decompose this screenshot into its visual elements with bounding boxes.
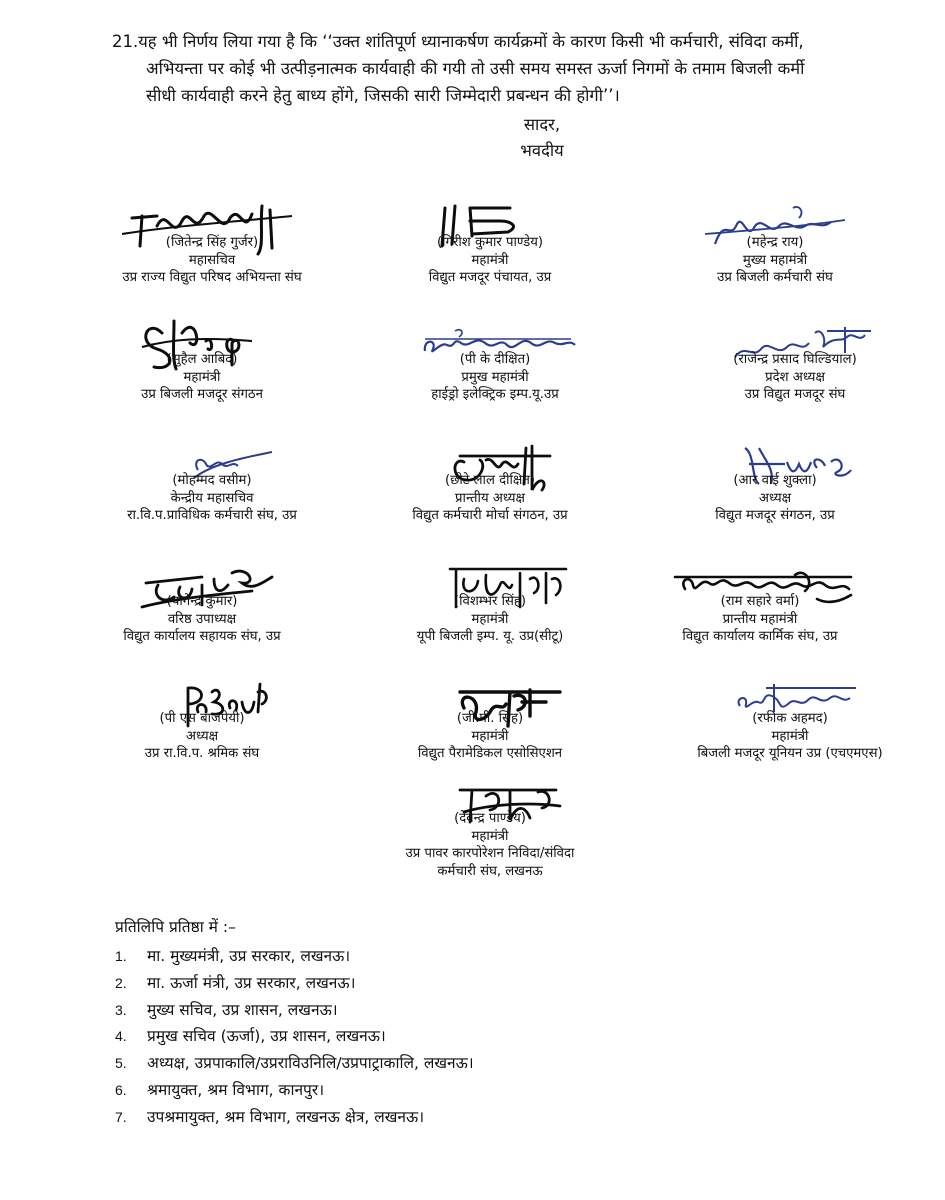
signatory-organisation: विद्युत कार्यालय सहायक संघ, उप्र [123, 629, 281, 644]
list-item-text: उपश्रमायुक्त, श्रम विभाग, लखनऊ क्षेत्र, लखनऊ। [147, 1107, 425, 1126]
paragraph-line-2: अभियन्ता पर कोई भी उत्पीड़नात्मक कार्यवाही की गयी तो उसी समय समस्त ऊर्जा निगमों के तमाम बिजली कर्मी [146, 59, 805, 78]
list-number: 5. [115, 1055, 127, 1072]
signatory-block-7 [62, 434, 362, 525]
signatory-title: महामंत्री [471, 828, 509, 844]
signatory-name: (देवेन्द्र पाण्डेय) [454, 811, 526, 826]
signatory-organisation: विद्युत मजदूर संगठन, उप्र [715, 508, 835, 523]
list-item [115, 1104, 875, 1131]
signatory-organisation-line-2: कर्मचारी संघ, लखनऊ [437, 863, 543, 879]
signatory-title: प्रान्तीय अध्यक्ष [455, 490, 525, 506]
signatory-block-15 [640, 672, 940, 763]
signatory-organisation: यूपी बिजली इम्प. यू. उप्र(सीटू) [416, 629, 564, 644]
signatory-name: (जी.पी. सिंह) [456, 711, 524, 726]
copy-to-section [115, 912, 875, 1131]
signatory-title: मुख्य महामंत्री [742, 252, 808, 268]
signatory-block-9 [625, 434, 925, 525]
salutation: सादर, [523, 115, 561, 134]
signatory-name: (राम सहारे वर्मा) [720, 594, 800, 609]
signatory-title: प्रदेश अध्यक्ष [765, 369, 825, 385]
signatory-block-14 [340, 672, 640, 763]
signatory-name: (मोहम्मद वसीम) [172, 473, 252, 488]
signatory-name: (आर वाई शुक्ला) [733, 473, 817, 488]
list-item-text: श्रमायुक्त, श्रम विभाग, कानपुर। [147, 1080, 325, 1099]
signatory-name: (राजेन्द्र प्रसाद घिल्डियाल) [733, 352, 857, 367]
signatory-organisation: हाईड्रो इलेक्ट्रिक इम्प.यू.उप्र [431, 387, 559, 402]
signatory-block-10 [52, 555, 352, 646]
signatory-organisation: उप्र पावर कारपोरेशन निविदा/संविदा [405, 846, 575, 861]
signatory-title: अध्यक्ष [758, 490, 792, 506]
list-number: 2. [115, 974, 127, 991]
list-item [115, 1077, 875, 1104]
signatory-name: (महेन्द्र राय) [746, 235, 804, 250]
decision-paragraph [112, 28, 912, 109]
signatory-organisation: विद्युत कार्यालय कार्मिक संघ, उप्र [682, 629, 838, 644]
signatory-block-6 [645, 313, 945, 404]
list-number: 4. [115, 1028, 127, 1045]
signatory-block-16 [340, 772, 640, 880]
list-item [115, 1023, 875, 1050]
signatory-block-12 [610, 555, 910, 646]
signatory-block-1 [62, 196, 362, 287]
signatory-name: (पी के दीक्षित) [459, 352, 531, 367]
sign-off: भवदीय [520, 141, 564, 160]
paragraph-line-1: 21.यह भी निर्णय लिया गया है कि ‘‘उक्त शांतिपूर्ण ध्यानाकर्षण कार्यक्रमों के कारण किसी भी कर्मचारी, संविदा कर्मी, [112, 32, 804, 51]
signatory-organisation: विद्युत पैरामेडिकल एसोसिएशन [417, 746, 563, 761]
signatory-block-13 [52, 672, 352, 763]
signatory-title: महामंत्री [471, 728, 509, 744]
signatory-name: (जितेन्द्र सिंह गुर्जर) [165, 235, 259, 250]
list-number: 3. [115, 1001, 127, 1018]
signatory-organisation: विद्युत मजदूर पंचायत, उप्र [428, 270, 552, 285]
signatory-name: (विशम्भर सिंह) [453, 594, 527, 609]
signatory-block-2 [340, 196, 640, 287]
signatory-title: महामंत्री [471, 252, 509, 268]
signatory-organisation: उप्र बिजली मजदूर संगठन [141, 387, 263, 402]
signatory-title: केन्द्रीय महासचिव [170, 490, 254, 506]
list-item-text: मा. मुख्यमंत्री, उप्र सरकार, लखनऊ। [147, 947, 351, 965]
copy-to-heading: प्रतिलिपि प्रतिष्ठा में :– [115, 918, 236, 936]
signatory-block-4 [52, 313, 352, 404]
copy-to-list [115, 943, 875, 1131]
list-number: 1. [115, 948, 127, 964]
signatory-title: महामंत्री [183, 369, 221, 385]
list-item [115, 1050, 875, 1077]
signatory-title: अध्यक्ष [185, 728, 219, 744]
signatory-name: (योगेन्द्र कुमार) [166, 594, 238, 609]
signatory-name: (छोटे लाल दीक्षित) [444, 473, 536, 488]
signatory-organisation: उप्र रा.वि.प. श्रमिक संघ [144, 746, 260, 761]
signatory-block-11 [340, 555, 640, 646]
list-number: 7. [115, 1108, 127, 1125]
list-item [115, 970, 875, 997]
signatory-organisation: बिजली मजदूर यूनियन उप्र (एचएमएस) [697, 746, 883, 761]
list-item-text: अध्यक्ष, उप्रपाकालि/उप्रराविउनिलि/उप्रपाट्राकालि, लखनऊ। [147, 1054, 474, 1073]
signatory-title: महामंत्री [771, 728, 809, 744]
list-number: 6. [115, 1081, 127, 1098]
signatory-block-8 [340, 434, 640, 525]
signatory-name: (गिरीश कुमार पाण्डेय) [437, 235, 543, 250]
list-item [115, 997, 875, 1024]
signatory-title: प्रान्तीय महामंत्री [722, 611, 798, 627]
signatory-organisation: उप्र बिजली कर्मचारी संघ [717, 270, 833, 285]
signatory-name: (पी एस बाजपेयी) [159, 711, 245, 726]
signatory-block-3 [625, 196, 925, 287]
signatory-title: प्रमुख महामंत्री [461, 369, 529, 385]
signatory-organisation: उप्र विद्युत मजदूर संघ [744, 387, 846, 402]
signatory-organisation: उप्र राज्य विद्युत परिषद अभियन्ता संघ [122, 270, 302, 285]
paragraph-line-3: सीधी कार्यवाही करने हेतु बाध्य होंगे, जिसकी सारी जिम्मेदारी प्रबन्धन की होगी’’। [146, 86, 620, 105]
list-item [115, 943, 875, 970]
signatory-organisation: विद्युत कर्मचारी मोर्चा संगठन, उप्र [412, 508, 568, 523]
list-item-text: मुख्य सचिव, उप्र शासन, लखनऊ। [147, 1000, 338, 1019]
signatory-block-5 [345, 313, 645, 404]
closing-block [472, 112, 612, 164]
signatory-name: (रफीक अहमद) [752, 711, 828, 726]
signatory-title: महासचिव [188, 252, 236, 268]
list-item-text: मा. ऊर्जा मंत्री, उप्र सरकार, लखनऊ। [147, 973, 356, 992]
signatory-name: (सुहैल आबिद) [166, 352, 238, 367]
list-item-text: प्रमुख सचिव (ऊर्जा), उप्र शासन, लखनऊ। [147, 1027, 386, 1046]
signatory-title: वरिष्ठ उपाध्यक्ष [167, 611, 237, 627]
signatory-title: महामंत्री [471, 611, 509, 627]
signatory-organisation: रा.वि.प.प्राविधिक कर्मचारी संघ, उप्र [127, 508, 297, 523]
